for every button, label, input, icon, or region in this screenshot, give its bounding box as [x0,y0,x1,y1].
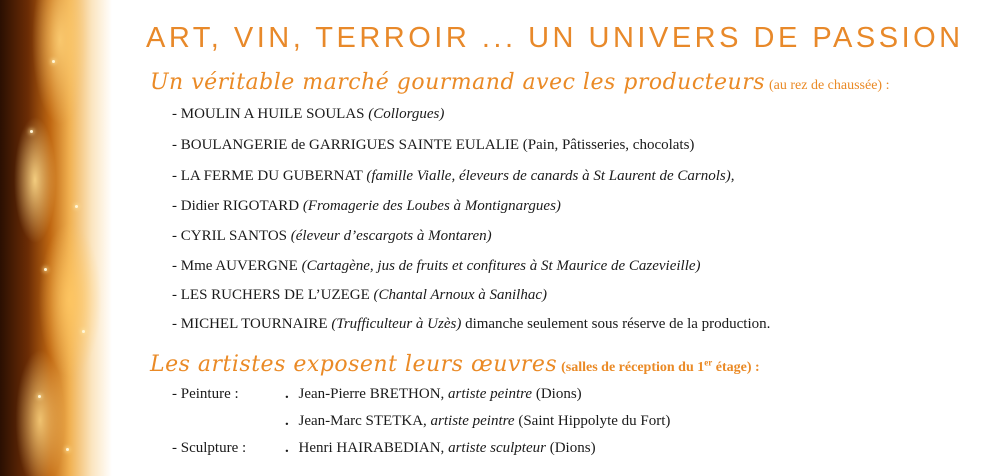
list-item [172,198,561,215]
artists-note-sup: er [704,357,713,368]
artist-place: (Dions) [535,386,582,402]
list-item [172,168,734,185]
bullet: . [285,413,289,429]
artist-name: Jean-Marc STETKA, [298,413,427,429]
artists-heading-row [150,352,760,377]
list-item [172,316,770,333]
producer-name: - MICHEL TOURNAIRE [172,316,328,332]
list-item [172,137,694,154]
artists-note [561,357,760,375]
artist-name: Jean-Pierre BRETHON, [298,386,445,402]
artists-heading: Les artistes exposent leurs œuvres [150,352,558,377]
producer-extra: dimanche seulement sous réserve de la production. [465,316,771,332]
producer-name: - CYRIL SANTOS [172,228,288,244]
artist-role: artiste sculpteur [448,440,546,456]
producer-name: - BOULANGERIE de GARRIGUES SAINTE EULALIE [172,137,520,153]
producer-detail: (Chantal Arnoux à Sanilhac) [373,287,547,303]
sparkle [75,205,78,208]
decorative-golden-strip [0,0,112,476]
producer-detail: (Fromagerie des Loubes à Montignargues) [302,198,561,214]
list-item [172,228,492,245]
list-item [285,386,582,403]
sparkle [82,330,85,333]
artist-place: (Saint Hippolyte du Fort) [518,413,671,429]
page-title: ART, VIN, TERROIR ... UN UNIVERS DE PASSION [146,22,964,54]
producer-extra: (Pain, Pâtisseries, chocolats) [522,137,695,153]
producer-name: - Mme AUVERGNE [172,258,298,274]
sparkle [38,395,41,398]
list-item [172,106,444,123]
list-item [172,258,701,275]
list-item [172,287,547,304]
bullet: . [285,386,289,402]
sculpture-label: - Sculpture : [172,440,247,456]
producer-detail: (famille Vialle, éleveurs de canards à St Laurent de Carnols), [366,168,735,184]
list-item [285,413,670,430]
sparkle [30,130,33,133]
market-heading: Un véritable marché gourmand avec les producteurs [150,70,765,95]
artists-note-text: (salles de réception du 1 [561,360,705,375]
sparkle [44,268,47,271]
bullet: . [285,440,289,456]
producer-name: - LES RUCHERS DE L’UZEGE [172,287,370,303]
market-note: (au rez de chaussée) : [769,78,890,93]
artist-place: (Dions) [549,440,596,456]
artist-role: artiste peintre [448,386,533,402]
artist-name: Henri HAIRABEDIAN, [298,440,445,456]
producer-detail: (Cartagène, jus de fruits et confitures à St Maurice de Cazevieille) [301,258,701,274]
producer-name: - MOULIN A HUILE SOULAS [172,106,365,122]
producer-detail: (éleveur d’escargots à Montaren) [290,228,492,244]
artist-role: artiste peintre [430,413,515,429]
producer-detail: (Collorgues) [368,106,445,122]
sparkle [52,60,55,63]
producer-detail: (Trufficulteur à Uzès) [331,316,462,332]
market-heading-row [150,70,889,95]
artists-note-end: étage) : [715,360,760,375]
producer-name: - LA FERME DU GUBERNAT [172,168,363,184]
list-item [285,440,596,457]
sparkle [66,448,69,451]
painting-label: - Peinture : [172,386,239,402]
producer-name: - Didier RIGOTARD [172,198,300,214]
